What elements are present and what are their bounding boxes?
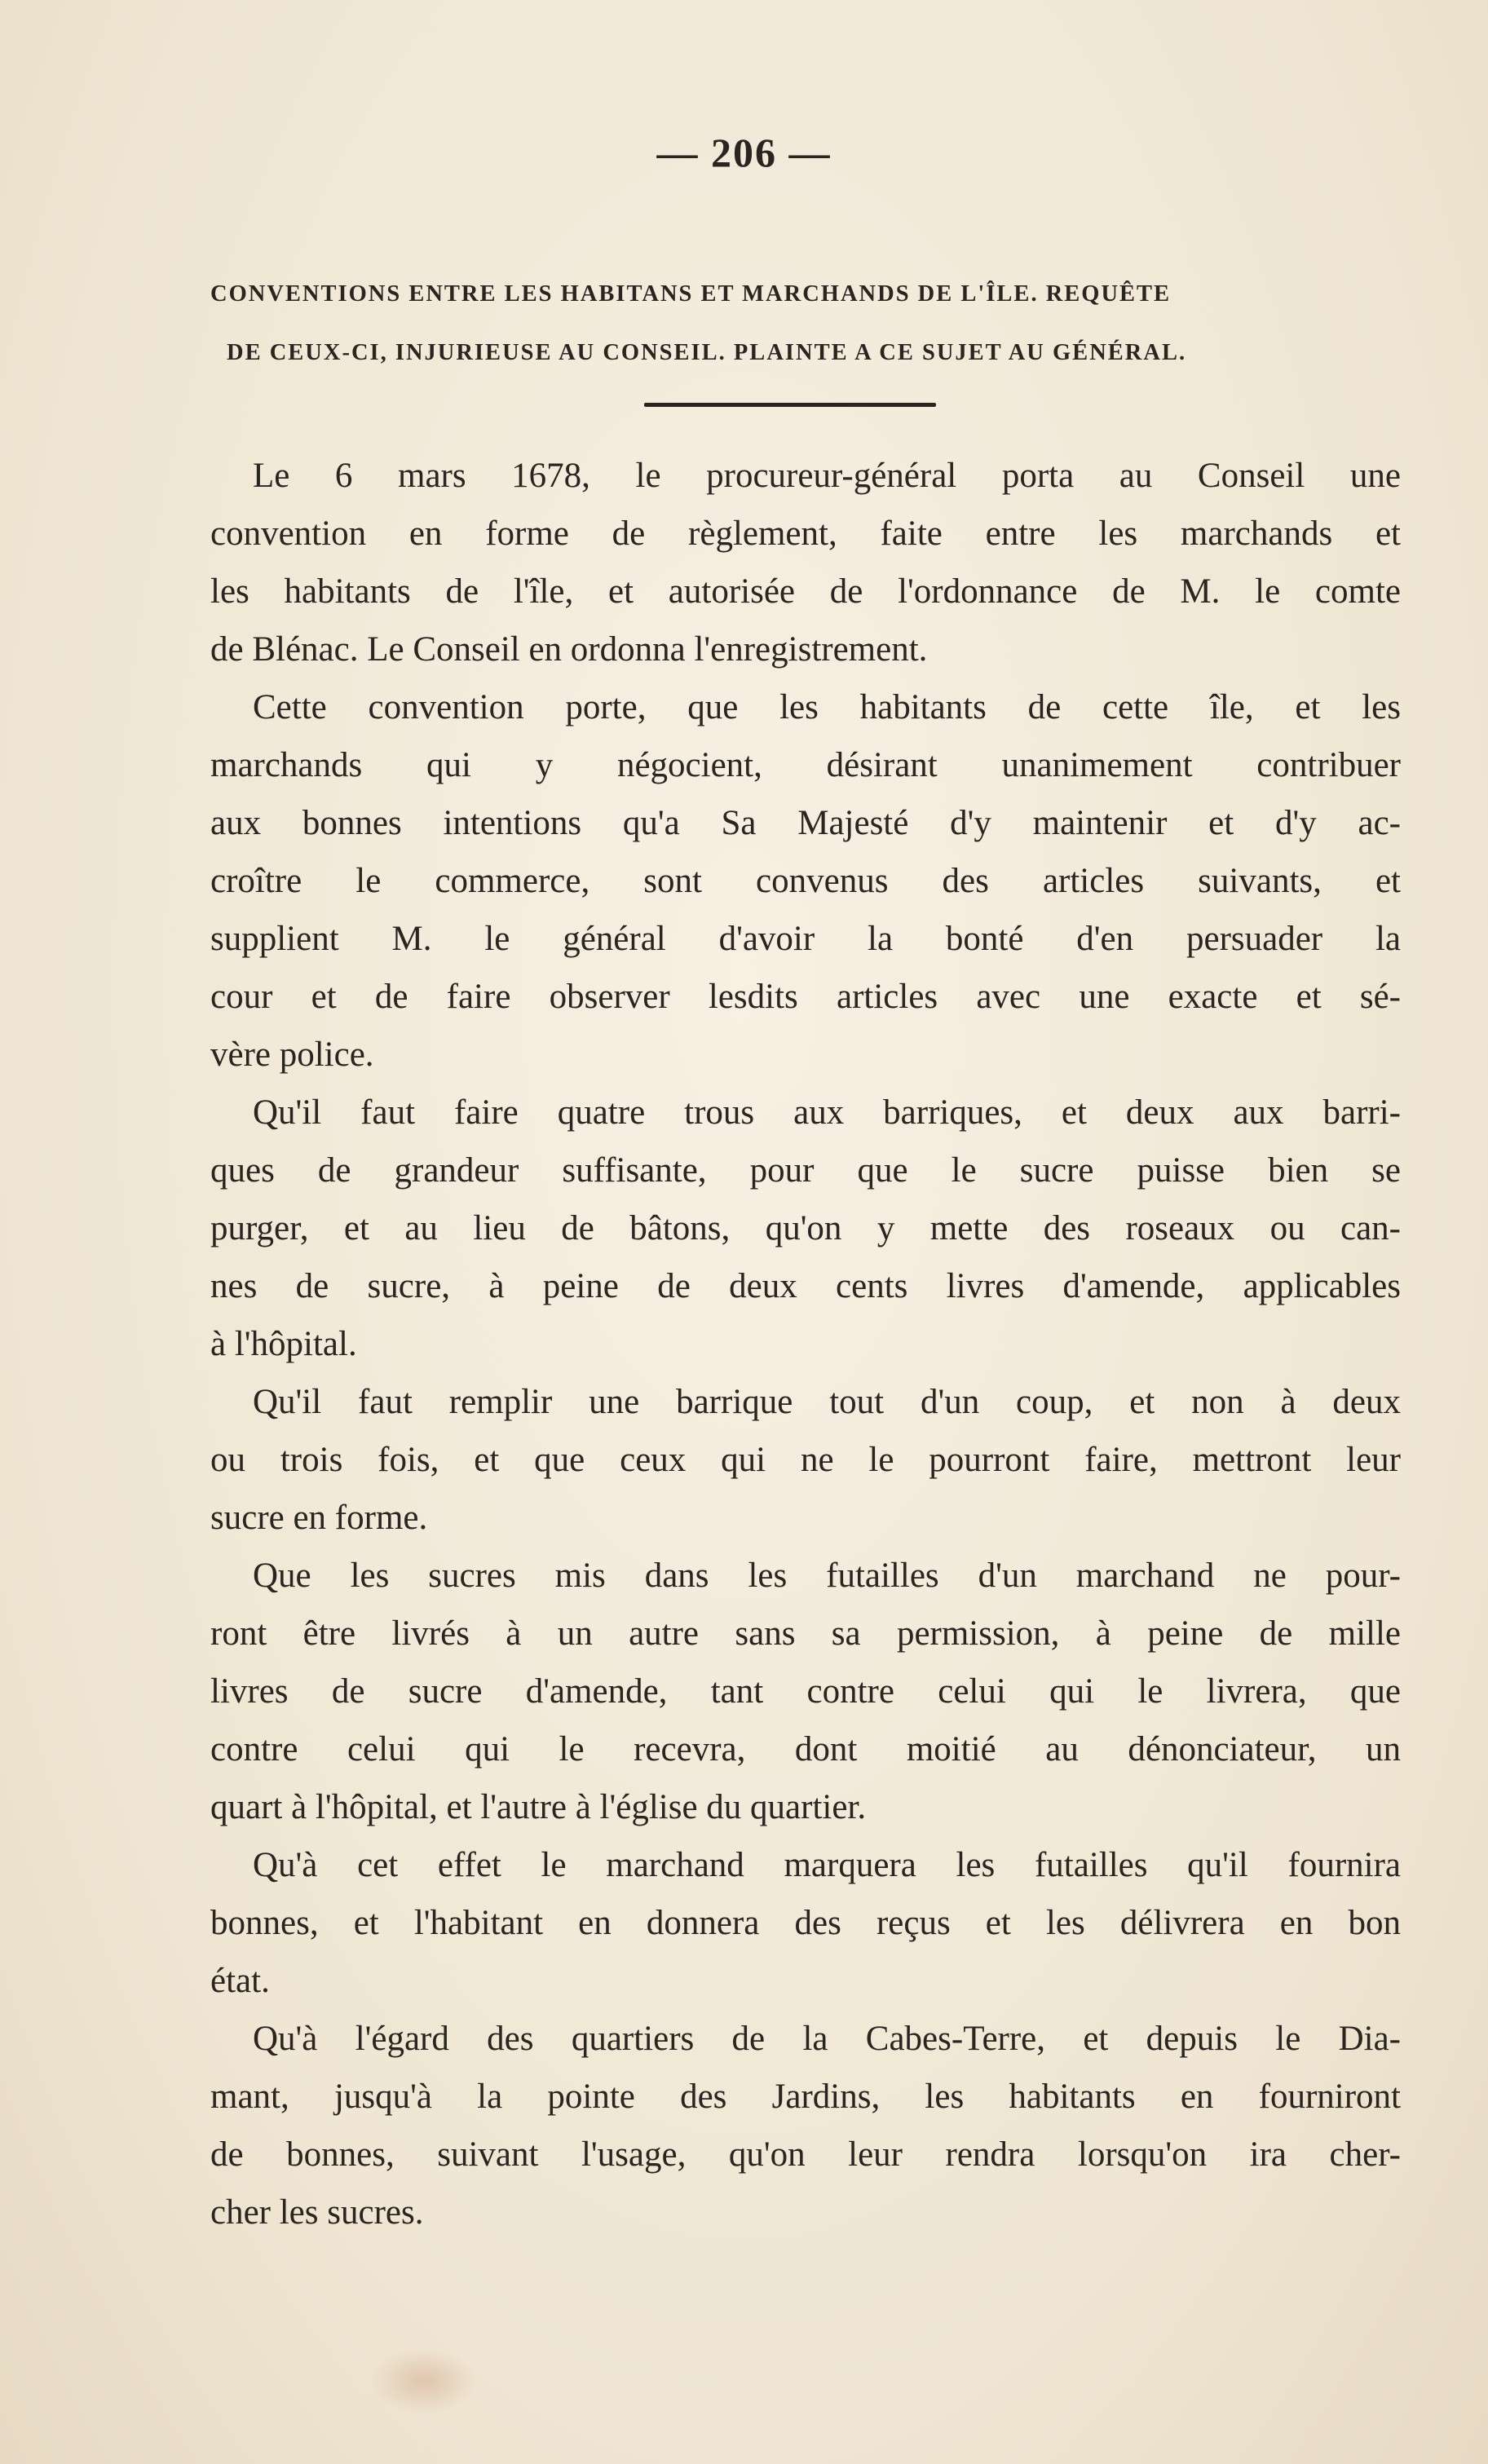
- text-line: supplient M. le général d'avoir la bonté d'en persuader la: [210, 920, 1401, 958]
- text-line: aux bonnes intentions qu'a Sa Majesté d'y maintenir et d'y ac-: [210, 804, 1401, 842]
- paper-stain: [371, 2348, 477, 2413]
- text-line: mant, jusqu'à la pointe des Jardins, les habitants en fourniront: [210, 2078, 1401, 2116]
- text-line: Qu'à l'égard des quartiers de la Cabes-Terre, et depuis le Dia-: [253, 2020, 1401, 2058]
- paragraph: [210, 447, 1401, 678]
- body-text: [210, 447, 1401, 2241]
- text-line: nes de sucre, à peine de deux cents livres d'amende, applicables: [210, 1267, 1401, 1305]
- text-line: sucre en forme.: [210, 1499, 428, 1537]
- text-line: bonnes, et l'habitant en donnera des reçus et les délivrera en bon: [210, 1904, 1401, 1942]
- text-line: ques de grandeur suffisante, pour que le sucre puisse bien se: [210, 1151, 1401, 1190]
- text-line: Le 6 mars 1678, le procureur-général porta au Conseil une: [253, 457, 1401, 495]
- text-line: état.: [210, 1962, 270, 2000]
- text-line: convention en forme de règlement, faite entre les marchands et: [210, 514, 1401, 553]
- text-line: vère police.: [210, 1035, 374, 1074]
- text-line: de bonnes, suivant l'usage, qu'on leur rendra lorsqu'on ira cher-: [210, 2135, 1401, 2174]
- text-line: Qu'à cet effet le marchand marquera les futailles qu'il fournira: [253, 1846, 1401, 1884]
- heading-line: CONVENTIONS ENTRE LES HABITANS ET MARCHANDS DE L'ÎLE. REQUÊTE: [210, 281, 1172, 307]
- text-line: livres de sucre d'amende, tant contre celui qui le livrera, que: [210, 1672, 1401, 1711]
- text-line: Qu'il faut faire quatre trous aux barriques, et deux aux barri-: [253, 1093, 1401, 1132]
- text-line: marchands qui y négocient, désirant unanimement contribuer: [210, 746, 1401, 784]
- page-number: — 206 —: [656, 130, 832, 175]
- text-line: quart à l'hôpital, et l'autre à l'église du quartier.: [210, 1788, 867, 1826]
- text-line: cher les sucres.: [210, 2193, 424, 2232]
- paragraph: [210, 1836, 1401, 2010]
- text-line: croître le commerce, sont convenus des articles suivants, et: [210, 862, 1401, 900]
- paragraph: [210, 1084, 1401, 1373]
- text-line: les habitants de l'île, et autorisée de l'ordonnance de M. le comte: [210, 572, 1401, 611]
- text-line: ront être livrés à un autre sans sa permission, à peine de mille: [210, 1614, 1401, 1653]
- text-line: à l'hôpital.: [210, 1325, 357, 1363]
- text-line: cour et de faire observer lesdits articles avec une exacte et sé-: [210, 978, 1401, 1016]
- section-heading: [210, 265, 1401, 382]
- text-line: Que les sucres mis dans les futailles d'un marchand ne pour-: [253, 1557, 1401, 1595]
- paragraph: [210, 1547, 1401, 1836]
- heading-line: DE CEUX-CI, INJURIEUSE AU CONSEIL. PLAINTE A CE SUJET AU GÉNÉRAL.: [227, 340, 1187, 365]
- text-line: purger, et au lieu de bâtons, qu'on y mette des roseaux ou can-: [210, 1209, 1401, 1247]
- text-line: Qu'il faut remplir une barrique tout d'un coup, et non à deux: [253, 1383, 1401, 1421]
- paragraph: [210, 678, 1401, 1084]
- text-line: ou trois fois, et que ceux qui ne le pourront faire, mettront leur: [210, 1441, 1401, 1479]
- text-line: contre celui qui le recevra, dont moitié au dénonciateur, un: [210, 1730, 1401, 1769]
- text-line: Cette convention porte, que les habitants de cette île, et les: [253, 688, 1401, 726]
- text-line: de Blénac. Le Conseil en ordonna l'enregistrement.: [210, 630, 928, 669]
- paragraph: [210, 1373, 1401, 1547]
- section-divider: [644, 403, 936, 407]
- paragraph: [210, 2010, 1401, 2241]
